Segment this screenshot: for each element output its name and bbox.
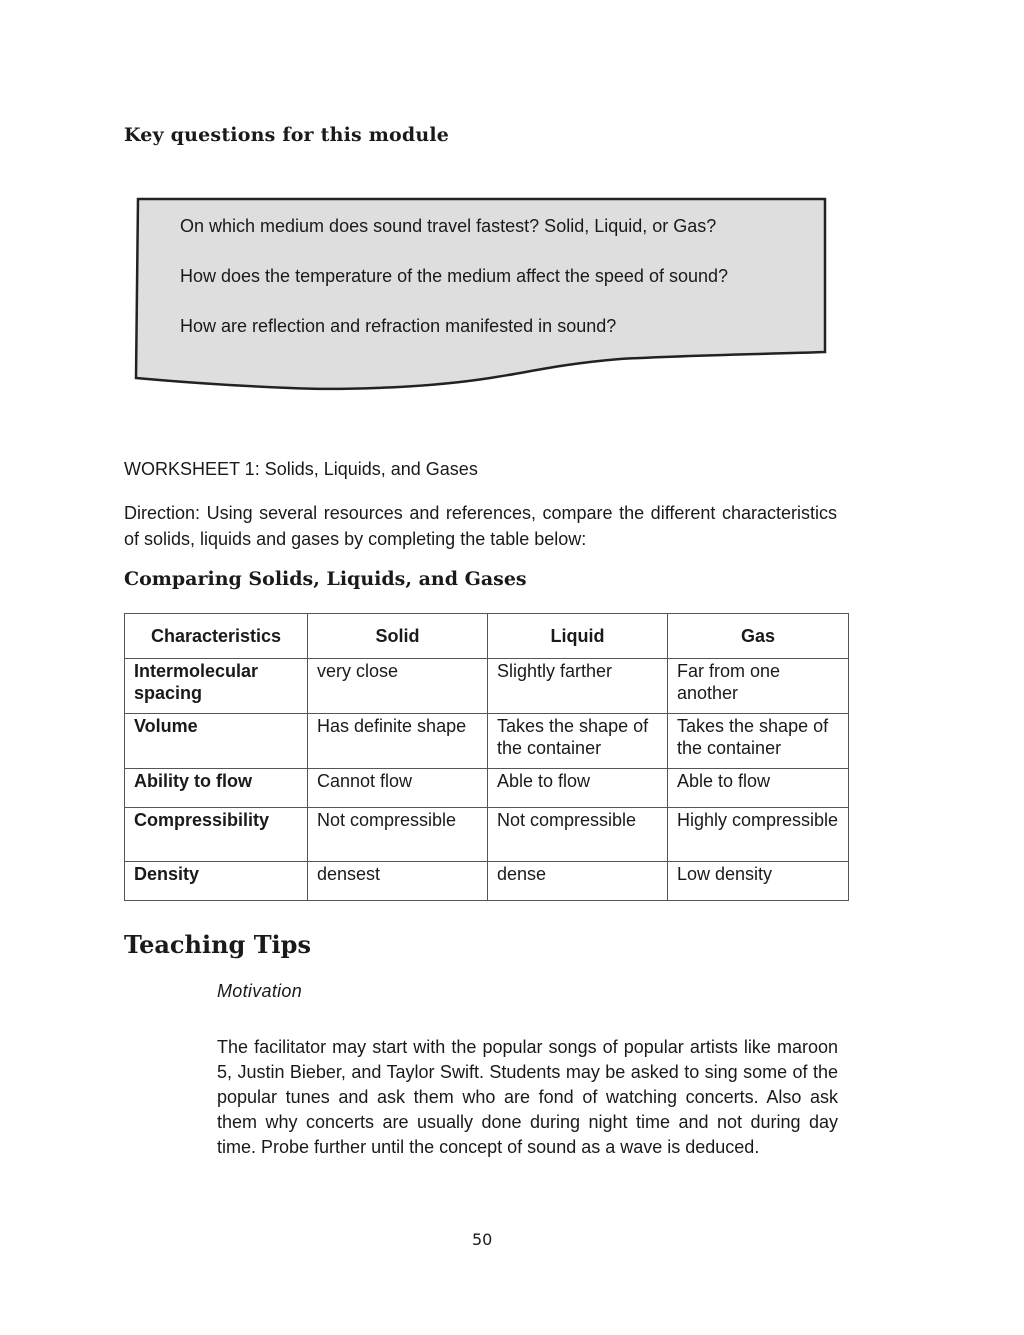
table-cell: Cannot flow <box>308 769 488 808</box>
row-header: Volume <box>125 714 308 769</box>
page-number: 50 <box>472 1230 493 1249</box>
row-header: Compressibility <box>125 808 308 862</box>
table-cell: dense <box>488 862 668 901</box>
table-cell: Has definite shape <box>308 714 488 769</box>
column-header: Solid <box>308 614 488 659</box>
table-cell: Takes the shape of the container <box>668 714 849 769</box>
row-header: Intermolecular spacing <box>125 659 308 714</box>
worksheet-direction: Direction: Using several resources and references, compare the different characteristics of solids, liquids and gases by completing the table below: <box>124 503 837 549</box>
motivation-paragraph: The facilitator may start with the popular songs of popular artists like maroon 5, Justin Bieber, and Taylor Swift. Students may be asked to sing some of the popular tunes and ask them who are fond of watching concerts. Also ask them why concerts are usually done during night time and not during day time. Probe further until the concept of sound as a wave is deduced. <box>217 1037 838 1157</box>
column-header: Gas <box>668 614 849 659</box>
row-header: Density <box>125 862 308 901</box>
table-cell: Low density <box>668 862 849 901</box>
table-cell: Able to flow <box>488 769 668 808</box>
question-item: How does the temperature of the medium affect the speed of sound? <box>180 266 729 286</box>
worksheet-title: WORKSHEET 1: Solids, Liquids, and Gases <box>124 459 478 479</box>
teaching-tips-heading: Teaching Tips <box>124 930 311 959</box>
motivation-subheading: Motivation <box>217 981 303 1001</box>
table-cell: Not compressible <box>488 808 668 862</box>
question-item: On which medium does sound travel fastest? Solid, Liquid, or Gas? <box>180 216 717 236</box>
question-item: How are reflection and refraction manifested in sound? <box>180 316 617 336</box>
table-cell: Not compressible <box>308 808 488 862</box>
table-cell: Highly compressible <box>668 808 849 862</box>
table-cell: very close <box>308 659 488 714</box>
table-cell: Far from one another <box>668 659 849 714</box>
key-questions-heading: Key questions for this module <box>124 124 450 146</box>
column-header: Liquid <box>488 614 668 659</box>
table-cell: Able to flow <box>668 769 849 808</box>
table-row <box>125 862 849 901</box>
row-header: Ability to flow <box>125 769 308 808</box>
key-questions-box <box>130 194 835 399</box>
comparison-table <box>124 613 849 901</box>
table-row <box>125 808 849 862</box>
table-row <box>125 769 849 808</box>
table-cell: Slightly farther <box>488 659 668 714</box>
table-row <box>125 659 849 714</box>
table-row <box>125 714 849 769</box>
table-heading: Comparing Solids, Liquids, and Gases <box>124 568 527 590</box>
column-header: Characteristics <box>125 614 308 659</box>
table-header-row <box>125 614 849 659</box>
table-cell: Takes the shape of the container <box>488 714 668 769</box>
table-cell: densest <box>308 862 488 901</box>
